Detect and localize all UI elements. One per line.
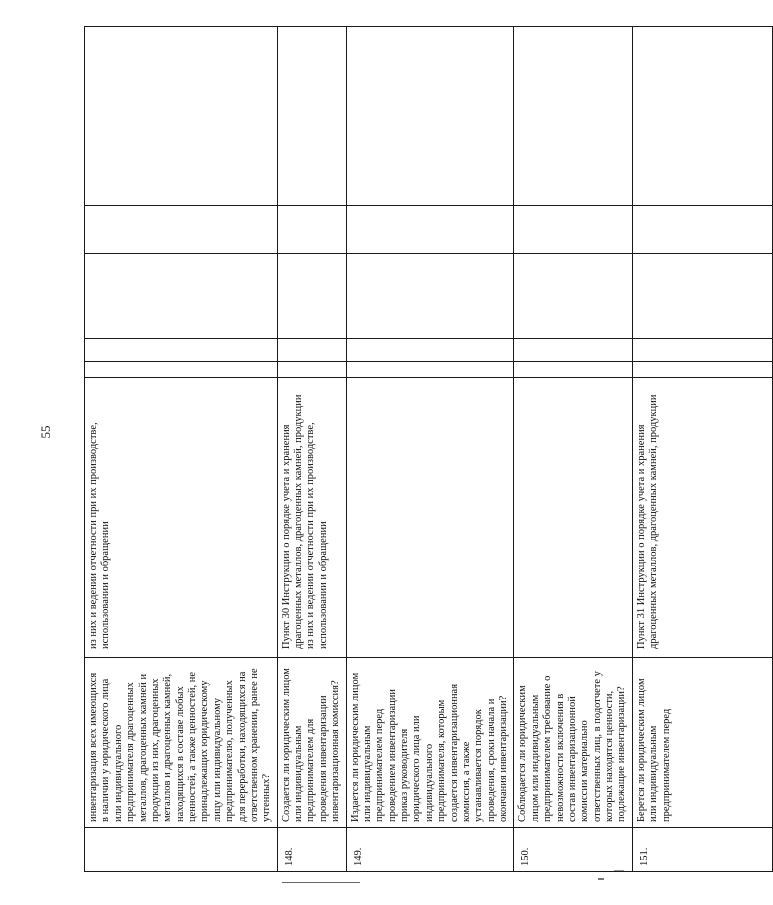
empty-cell: [277, 254, 346, 339]
table-row: [632, 27, 772, 872]
empty-cell: [85, 362, 278, 378]
scan-mark: [614, 870, 624, 871]
empty-cell: [277, 362, 346, 378]
empty-cell: [277, 206, 346, 254]
empty-cell: [346, 339, 514, 362]
row-number: 148.: [277, 828, 346, 872]
empty-cell: [85, 339, 278, 362]
empty-cell: [514, 254, 632, 339]
page-number: 55: [38, 425, 53, 439]
row-number: 150.: [514, 828, 632, 872]
empty-cell: [346, 206, 514, 254]
empty-cell: [632, 27, 772, 206]
empty-cell: [346, 254, 514, 339]
empty-cell: [277, 27, 346, 206]
reference-cell: [514, 378, 632, 658]
empty-cell: [514, 339, 632, 362]
table-row: [346, 27, 514, 872]
reference-cell: из них и ведении отчетности при их производстве, использовании и обращении: [85, 378, 278, 658]
reference-cell: Пункт 30 Инструкции о порядке учета и хранения драгоценных металлов, драгоценных камней, продукции из них и ведении отчетности при их производстве, использовании и обращении: [277, 378, 346, 658]
empty-cell: [346, 362, 514, 378]
empty-cell: [632, 254, 772, 339]
empty-cell: [85, 27, 278, 206]
empty-cell: [85, 206, 278, 254]
empty-cell: [85, 254, 278, 339]
row-number: 149.: [346, 828, 514, 872]
question-cell: Издается ли юридическим лицом или индивидуальным предпринимателем перед проведением инвентаризации приказ руководителя юридического лица или индивидуального предпринимателя, которым создается инвентаризационная комиссия, а также устанавливается порядок проведения, сроки начала и окончания инвентаризации?: [346, 658, 514, 828]
empty-cell: [514, 206, 632, 254]
question-cell: инвентаризация всех имеющихся в наличии у юридического лица или индивидуального предпринимателя драгоценных металлов, драгоценных камней и продукции из них, драгоценных металлов и драгоценных камней, находящихся в составе любых ценностей, а также ценностей, не принадлежащих юридическому лицу или индивидуальному предпринимателю, полученных для переработки, находящихся на ответственном хранении, ранее не учтенных?: [85, 658, 278, 828]
reference-cell: [346, 378, 514, 658]
empty-cell: [514, 27, 632, 206]
empty-cell: [514, 362, 632, 378]
empty-cell: [277, 339, 346, 362]
checklist-table: [84, 26, 773, 872]
table-row: [85, 27, 278, 872]
question-cell: Берется ли юридическим лицом или индивидуальным предпринимателем перед: [632, 658, 772, 828]
reference-cell: Пункт 31 Инструкции о порядке учета и хранения драгоценных металлов, драгоценных камней, продукции: [632, 378, 772, 658]
question-cell: Соблюдается ли юридическим лицом или индивидуальным предпринимателем требование о невозможности включения в состав инвентаризационной комиссии материально ответственных лиц, в подотчете у которых находятся ценности, подлежащие инвентаризации?: [514, 658, 632, 828]
row-number: [85, 828, 278, 872]
empty-cell: [632, 206, 772, 254]
question-cell: Создается ли юридическим лицом или индивидуальным предпринимателем для проведения инвентаризации инвентаризационная комиссия?: [277, 658, 346, 828]
table-row: [277, 27, 346, 872]
checklist-table-rotated: [84, 27, 672, 872]
scan-footer-line: [282, 882, 360, 883]
empty-cell: [346, 27, 514, 206]
row-number: 151.: [632, 828, 772, 872]
scan-mark: [598, 878, 604, 880]
empty-cell: [632, 362, 772, 378]
empty-cell: [632, 339, 772, 362]
table-row: [514, 27, 632, 872]
